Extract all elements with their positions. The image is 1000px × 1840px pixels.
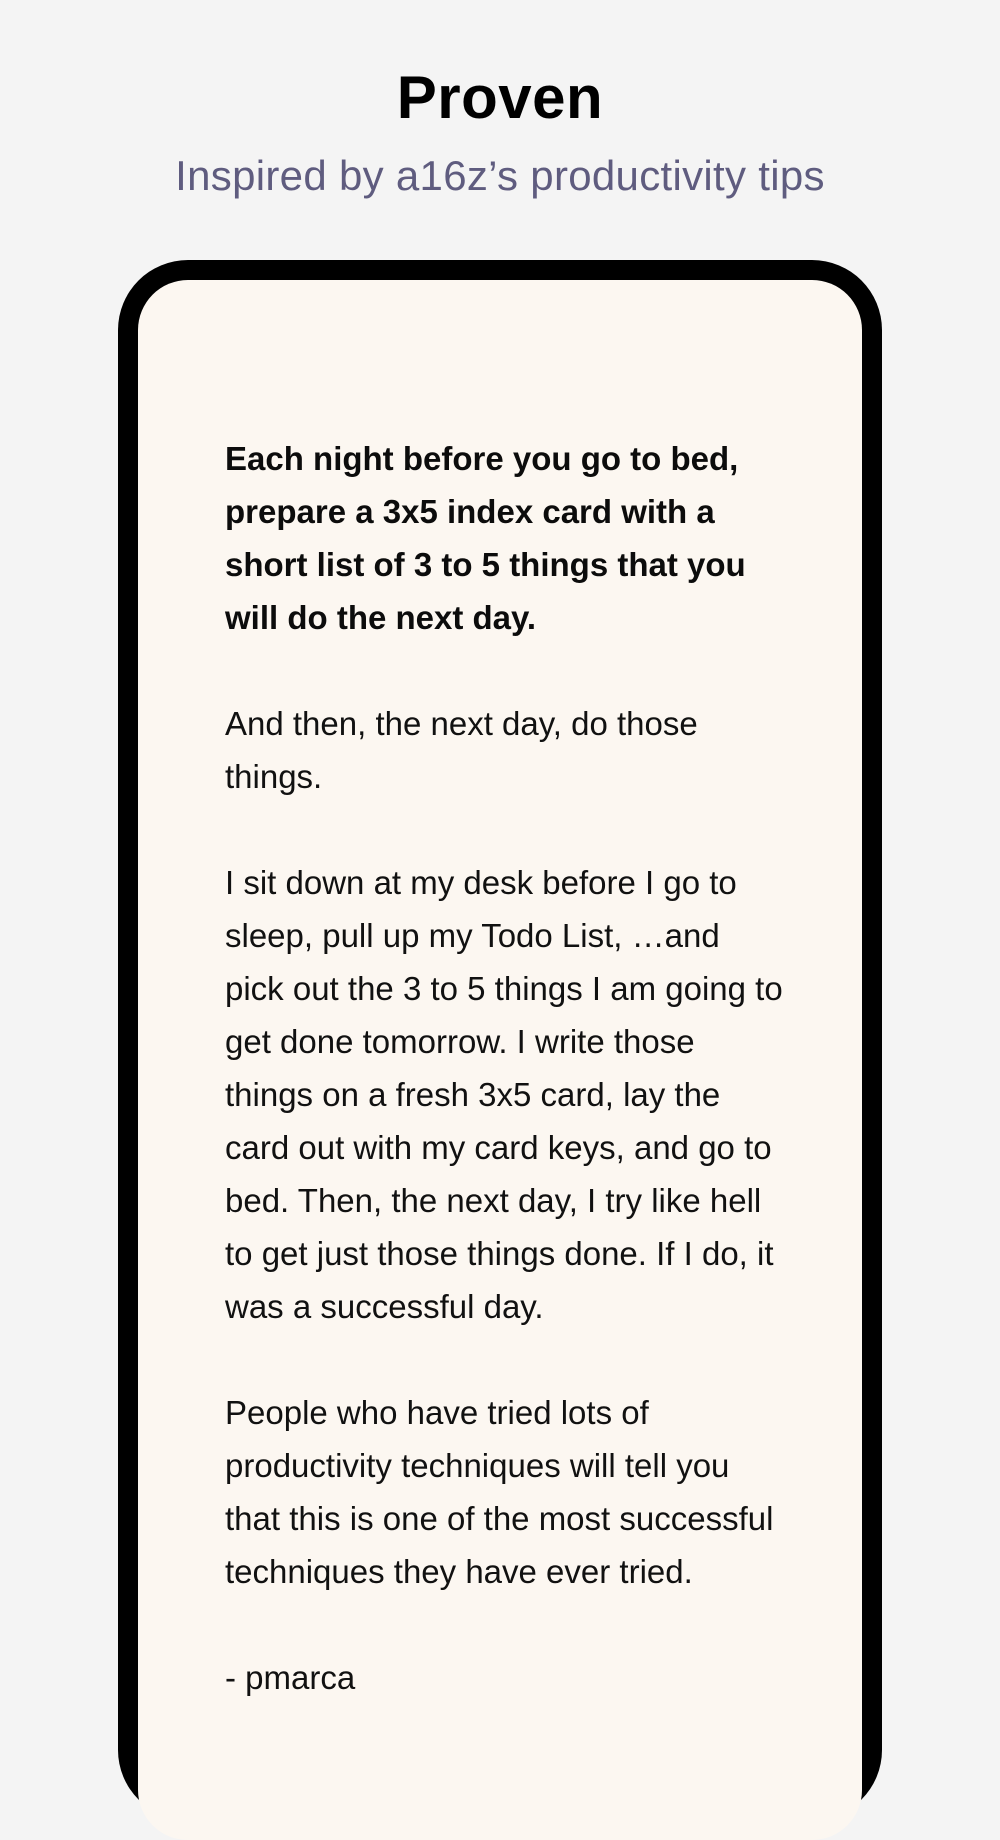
index-card bbox=[138, 280, 862, 1840]
card-paragraph: I sit down at my desk before I go to sleep, pull up my Todo List, …and pick out the 3 to 5 things I am going to get done tomorrow. I write those things on a fresh 3x5 card, lay the card out with my card keys, and go to bed. Then, the next day, I try like hell to get just those things done. If I do, it was a successful day. bbox=[225, 864, 783, 1325]
card-paragraph: People who have tried lots of productivity techniques will tell you that this is one of the most successful techniques they have ever tried. bbox=[225, 1394, 774, 1590]
device-frame bbox=[118, 260, 882, 1820]
card-content bbox=[225, 432, 785, 1704]
card-lead-text: Each night before you go to bed, prepare a 3x5 index card with a short list of 3 to 5 things that you will do the next day. bbox=[225, 440, 746, 636]
card-attribution: - pmarca bbox=[225, 1659, 356, 1696]
page-title: Proven bbox=[396, 64, 604, 131]
card-paragraph: And then, the next day, do those things. bbox=[225, 705, 698, 795]
page-subtitle: Inspired by a16z’s productivity tips bbox=[175, 152, 825, 199]
